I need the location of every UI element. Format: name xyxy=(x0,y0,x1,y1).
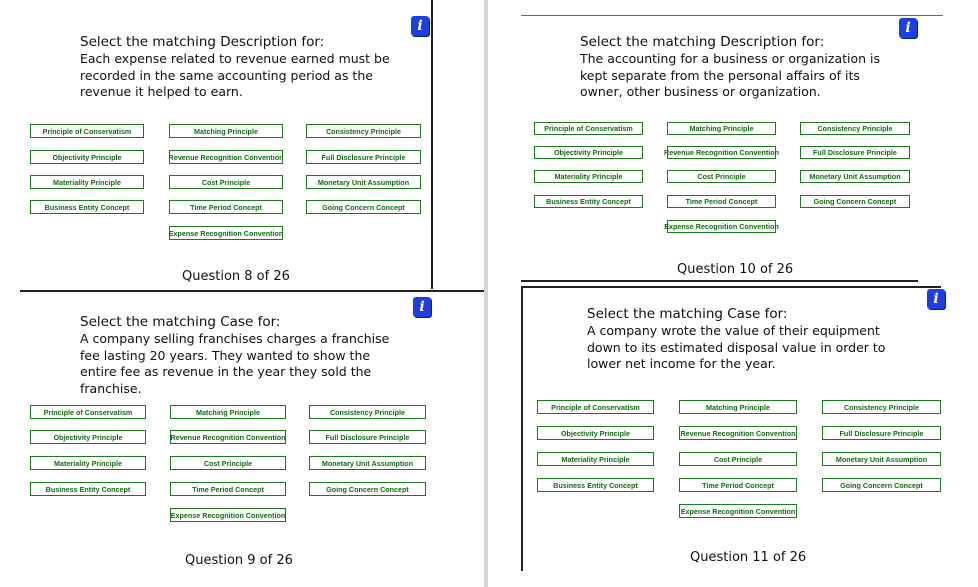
option-objectivity-principle[interactable]: Objectivity Principle xyxy=(30,150,144,164)
option-time-period-concept[interactable]: Time Period Concept xyxy=(667,195,776,208)
option-going-concern-concept[interactable]: Going Concern Concept xyxy=(309,482,426,496)
option-time-period-concept[interactable]: Time Period Concept xyxy=(679,478,797,492)
option-consistency-principle[interactable]: Consistency Principle xyxy=(822,400,941,414)
option-materiality-principle[interactable]: Materiality Principle xyxy=(30,456,146,470)
info-icon[interactable]: i xyxy=(927,289,945,309)
option-materiality-principle[interactable]: Materiality Principle xyxy=(30,175,144,189)
option-cost-principle[interactable]: Cost Principle xyxy=(667,170,776,183)
option-business-entity-concept[interactable]: Business Entity Concept xyxy=(534,195,643,208)
option-expense-recognition-convention[interactable]: Expense Recognition Convention xyxy=(679,504,797,518)
prompt-text: Each expense related to revenue earned must be recorded in the same accounting period as the revenue it helped to earn. xyxy=(80,51,390,99)
option-consistency-principle[interactable]: Consistency Principle xyxy=(306,124,421,138)
option-full-disclosure-principle[interactable]: Full Disclosure Principle xyxy=(309,430,426,444)
question-counter: Question 11 of 26 xyxy=(690,550,807,565)
question-panel-11 xyxy=(488,282,978,587)
option-cost-principle[interactable]: Cost Principle xyxy=(170,456,286,470)
option-principle-of-conservatism[interactable]: Principle of Conservatism xyxy=(537,400,654,414)
info-icon[interactable]: i xyxy=(899,18,917,38)
option-matching-principle[interactable]: Matching Principle xyxy=(667,122,776,135)
option-business-entity-concept[interactable]: Business Entity Concept xyxy=(30,482,146,496)
option-principle-of-conservatism[interactable]: Principle of Conservatism xyxy=(534,122,643,135)
option-going-concern-concept[interactable]: Going Concern Concept xyxy=(822,478,941,492)
option-consistency-principle[interactable]: Consistency Principle xyxy=(309,405,426,419)
option-matching-principle[interactable]: Matching Principle xyxy=(679,400,797,414)
question-counter: Question 10 of 26 xyxy=(677,262,794,277)
prompt-title: Select the matching Description for: xyxy=(580,34,825,50)
option-objectivity-principle[interactable]: Objectivity Principle xyxy=(30,430,146,444)
option-objectivity-principle[interactable]: Objectivity Principle xyxy=(537,426,654,440)
question-counter: Question 8 of 26 xyxy=(182,269,290,284)
option-matching-principle[interactable]: Matching Principle xyxy=(169,124,283,138)
question-panel-10 xyxy=(488,0,978,282)
option-going-concern-concept[interactable]: Going Concern Concept xyxy=(800,195,910,208)
option-materiality-principle[interactable]: Materiality Principle xyxy=(534,170,643,183)
info-icon[interactable]: i xyxy=(413,297,431,317)
option-time-period-concept[interactable]: Time Period Concept xyxy=(170,482,286,496)
panel-border-top xyxy=(521,286,941,288)
option-expense-recognition-convention[interactable]: Expense Recognition Convention xyxy=(664,222,779,231)
option-matching-principle[interactable]: Matching Principle xyxy=(170,405,286,419)
option-monetary-unit-assumption[interactable]: Monetary Unit Assumption xyxy=(309,456,426,470)
question-panel-8 xyxy=(0,0,484,292)
panel-border-left xyxy=(521,286,523,571)
option-revenue-recognition-convention[interactable]: Revenue Recognition Convention xyxy=(169,150,283,164)
option-revenue-recognition-convention[interactable]: Revenue Recognition Convention xyxy=(679,426,797,440)
panel-border-top xyxy=(521,15,943,16)
option-cost-principle[interactable]: Cost Principle xyxy=(679,452,797,466)
option-objectivity-principle[interactable]: Objectivity Principle xyxy=(534,146,643,159)
info-icon[interactable]: i xyxy=(411,16,429,36)
option-consistency-principle[interactable]: Consistency Principle xyxy=(800,122,910,135)
prompt-text: The accounting for a business or organization is kept separate from the personal affairs of its owner, other business or organization. xyxy=(580,51,881,99)
option-full-disclosure-principle[interactable]: Full Disclosure Principle xyxy=(800,146,910,159)
panel-border-right xyxy=(431,0,433,289)
option-time-period-concept[interactable]: Time Period Concept xyxy=(169,200,283,214)
option-business-entity-concept[interactable]: Business Entity Concept xyxy=(30,200,144,214)
option-principle-of-conservatism[interactable]: Principle of Conservatism xyxy=(30,124,144,138)
prompt-title: Select the matching Case for: xyxy=(587,306,788,322)
option-full-disclosure-principle[interactable]: Full Disclosure Principle xyxy=(822,426,941,440)
option-principle-of-conservatism[interactable]: Principle of Conservatism xyxy=(30,405,146,419)
option-business-entity-concept[interactable]: Business Entity Concept xyxy=(537,478,654,492)
prompt-text: A company selling franchises charges a franchise fee lasting 20 years. They wanted to show the entire fee as revenue in the year they sold the franchise. xyxy=(80,331,390,396)
question-counter: Question 9 of 26 xyxy=(185,553,293,568)
prompt-title: Select the matching Case for: xyxy=(80,314,281,330)
prompt-text: A company wrote the value of their equipment down to its estimated disposal value in order to lower net income for the year. xyxy=(587,323,886,371)
option-cost-principle[interactable]: Cost Principle xyxy=(169,175,283,189)
option-materiality-principle[interactable]: Materiality Principle xyxy=(537,452,654,466)
option-monetary-unit-assumption[interactable]: Monetary Unit Assumption xyxy=(822,452,941,466)
option-revenue-recognition-convention[interactable]: Revenue Recognition Convention xyxy=(170,430,286,444)
question-panel-9 xyxy=(0,292,484,587)
option-full-disclosure-principle[interactable]: Full Disclosure Principle xyxy=(306,150,421,164)
option-monetary-unit-assumption[interactable]: Monetary Unit Assumption xyxy=(306,175,421,189)
prompt-title: Select the matching Description for: xyxy=(80,34,325,50)
option-revenue-recognition-convention[interactable]: Revenue Recognition Convention xyxy=(664,148,780,157)
option-expense-recognition-convention[interactable]: Expense Recognition Convention xyxy=(169,226,283,240)
option-going-concern-concept[interactable]: Going Concern Concept xyxy=(306,200,421,214)
option-monetary-unit-assumption[interactable]: Monetary Unit Assumption xyxy=(800,170,910,183)
option-expense-recognition-convention[interactable]: Expense Recognition Convention xyxy=(170,508,286,522)
